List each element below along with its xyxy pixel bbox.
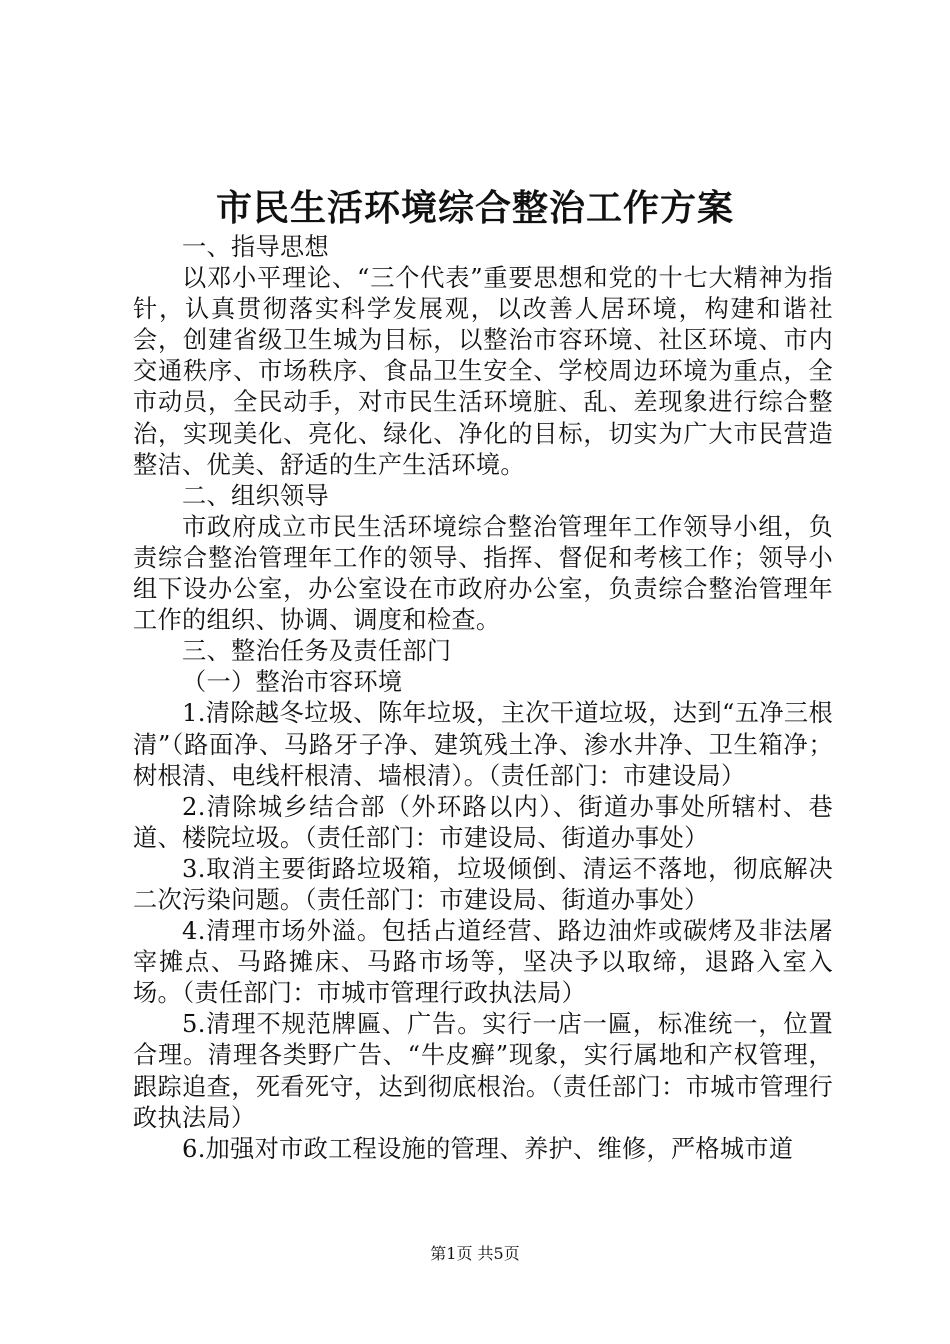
paragraph-guiding-ideology: 以邓小平理论、“三个代表”重要思想和党的十七大精神为指针，认真贯彻落实科学发展观，以改善人居环境，构建和谐社会，创建省级卫生城为目标，以整治市容环境、社区环境、市内交通秩序、市场秩序、食品卫生安全、学校周边环境为重点，全市动员，全民动手，对市民生活环境脏、乱、差现象进行综合整治，实现美化、亮化、绿化、净化的目标，切实为广大市民营造整洁、优美、舒适的生产生活环境。 xyxy=(133,264,833,479)
task-item-5: 5.清理不规范牌匾、广告。实行一店一匾，标准统一，位置合理。清理各类野广告、“牛皮癣”现象，实行属地和产权管理，跟踪追查，死看死守，达到彻底根治。（责任部门：市城市管理行政执法局） xyxy=(133,1010,833,1132)
page-footer: 第1页 共5页 xyxy=(430,1244,520,1263)
task-item-2: 2.清除城乡结合部（外环路以内）、街道办事处所辖村、巷道、楼院垃圾。（责任部门：市建设局、街道办事处） xyxy=(133,792,833,852)
section-heading-guiding-ideology: 一、指导思想 xyxy=(182,233,329,261)
document-body xyxy=(133,232,833,1165)
task-item-4: 4.清理市场外溢。包括占道经营、路边油炸或碳烤及非法屠宰摊点、马路摊床、马路市场等，坚决予以取缔，退路入室入场。（责任部门：市城市管理行政执法局） xyxy=(133,917,833,1008)
paragraph-organization: 市政府成立市民生活环境综合整治管理年工作领导小组，负责综合整治管理年工作的领导、指挥、督促和考核工作；领导小组下设办公室，办公室设在市政府办公室，负责综合整治管理年工作的组织、协调、调度和检查。 xyxy=(133,512,833,635)
task-item-1: 1.清除越冬垃圾、陈年垃圾，主次干道垃圾，达到“五净三根清”（路面净、马路牙子净、建筑残土净、渗水井净、卫生箱净；树根清、电线杆根清、墙根清）。（责任部门：市建设局） xyxy=(133,699,833,790)
task-item-6: 6.加强对市政工程设施的管理、养护、维修，严格城市道 xyxy=(182,1134,794,1163)
task-item-3: 3.取消主要街路垃圾箱，垃圾倾倒、清运不落地，彻底解决二次污染问题。（责任部门：市建设局、街道办事处） xyxy=(133,854,833,914)
section-heading-organization: 二、组织领导 xyxy=(182,481,329,510)
document-title: 市民生活环境综合整治工作方案 xyxy=(215,187,734,229)
subsection-heading-city-appearance: （一）整治市容环境 xyxy=(182,668,403,697)
section-heading-tasks: 三、整治任务及责任部门 xyxy=(182,637,452,666)
